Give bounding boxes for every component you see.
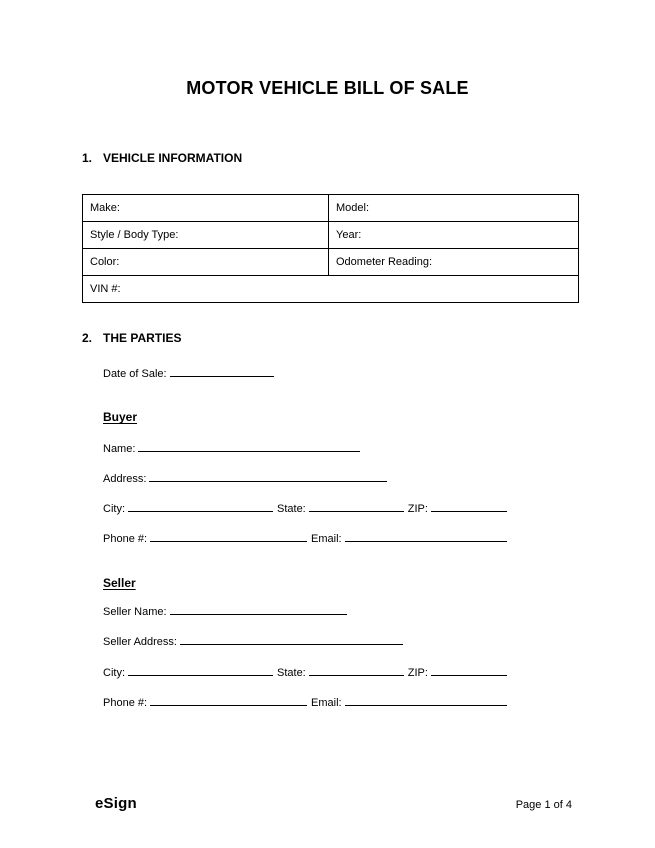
date-of-sale-line[interactable]: [170, 365, 274, 377]
document-title: MOTOR VEHICLE BILL OF SALE: [186, 78, 469, 98]
seller-city-state-zip-row: [103, 664, 507, 680]
buyer-state-label: State:: [277, 503, 306, 515]
year-cell[interactable]: [329, 222, 579, 249]
seller-zip-line[interactable]: [431, 664, 507, 676]
esign-logo: eSign: [95, 795, 137, 812]
odometer-reading-label: Odometer Reading:: [336, 256, 432, 268]
seller-address-line[interactable]: [180, 633, 403, 645]
section-title: THE PARTIES: [103, 331, 182, 345]
style-body-type-cell[interactable]: [83, 222, 329, 249]
table-row: [83, 249, 579, 276]
make-label: Make:: [90, 202, 120, 214]
color-cell[interactable]: [83, 249, 329, 276]
model-cell[interactable]: [329, 195, 579, 222]
seller-email-line[interactable]: [345, 694, 507, 706]
buyer-heading: Buyer: [103, 410, 138, 424]
date-of-sale-label: Date of Sale:: [103, 368, 167, 380]
buyer-zip-line[interactable]: [431, 500, 507, 512]
buyer-name-label: Name:: [103, 443, 136, 455]
section-number: 2.: [82, 331, 93, 345]
buyer-phone-email-row: [103, 530, 507, 546]
buyer-address-label: Address:: [103, 473, 147, 485]
odometer-reading-cell[interactable]: [329, 249, 579, 276]
page-indicator: Page 1 of 4: [515, 799, 572, 811]
style-body-type-label: Style / Body Type:: [90, 229, 179, 241]
seller-state-label: State:: [277, 667, 306, 679]
buyer-email-line[interactable]: [345, 530, 507, 542]
seller-phone-label: Phone #:: [103, 697, 148, 709]
section-heading-vehicle-information: [82, 151, 242, 165]
buyer-city-line[interactable]: [128, 500, 273, 512]
buyer-address-line[interactable]: [149, 470, 387, 482]
seller-email-label: Email:: [311, 697, 342, 709]
buyer-name-row: [103, 440, 360, 456]
buyer-address-row: [103, 470, 387, 486]
vin-cell[interactable]: [83, 276, 579, 303]
buyer-city-state-zip-row: [103, 500, 507, 516]
table-row: [83, 195, 579, 222]
seller-heading: Seller: [103, 576, 136, 590]
vehicle-information-table: [82, 194, 579, 303]
seller-name-line[interactable]: [170, 603, 347, 615]
buyer-state-line[interactable]: [309, 500, 404, 512]
table-row: [83, 276, 579, 303]
buyer-phone-line[interactable]: [150, 530, 307, 542]
seller-address-row: [103, 633, 403, 649]
seller-phone-email-row: [103, 694, 507, 710]
seller-phone-line[interactable]: [150, 694, 307, 706]
seller-city-label: City:: [103, 667, 125, 679]
seller-state-line[interactable]: [309, 664, 404, 676]
vin-label: VIN #:: [90, 283, 121, 295]
buyer-phone-label: Phone #:: [103, 533, 148, 545]
section-number: 1.: [82, 151, 93, 165]
seller-name-row: [103, 603, 347, 619]
make-cell[interactable]: [83, 195, 329, 222]
buyer-zip-label: ZIP:: [407, 503, 428, 515]
table-row: [83, 222, 579, 249]
buyer-name-line[interactable]: [138, 440, 360, 452]
buyer-city-label: City:: [103, 503, 125, 515]
model-label: Model:: [336, 202, 370, 214]
seller-zip-label: ZIP:: [407, 667, 428, 679]
date-of-sale-row: [103, 365, 274, 381]
buyer-email-label: Email:: [311, 533, 342, 545]
section-heading-the-parties: [82, 331, 181, 345]
section-title: VEHICLE INFORMATION: [103, 151, 243, 165]
seller-name-label: Seller Name:: [103, 606, 167, 618]
seller-address-label: Seller Address:: [103, 636, 177, 648]
color-label: Color:: [90, 256, 120, 268]
seller-city-line[interactable]: [128, 664, 273, 676]
year-label: Year:: [336, 229, 362, 241]
